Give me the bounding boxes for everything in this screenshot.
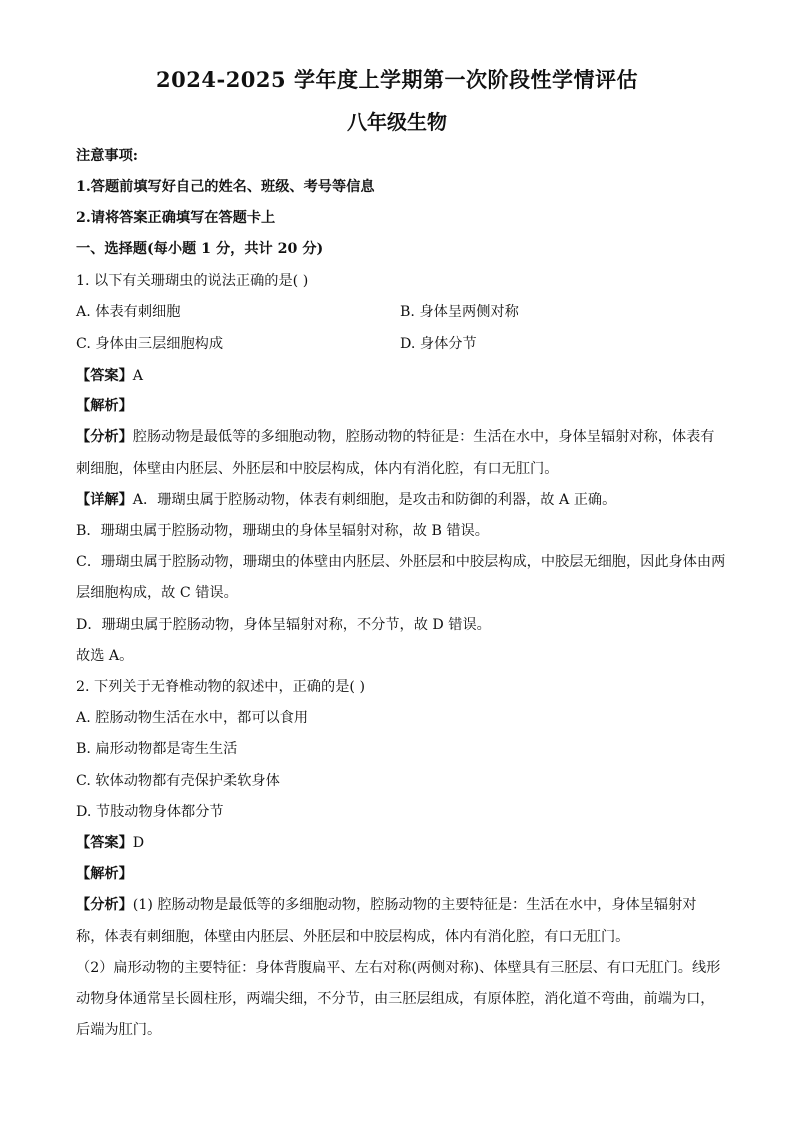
q1-stem: 1. 以下有关珊瑚虫的说法正确的是( ) [76, 273, 309, 289]
q2-option-b: B. 扁形动物都是寄生生活 [76, 741, 238, 757]
fenxi-tag: 【分析】 [76, 897, 133, 913]
q1-fenxi-line-1 [76, 427, 714, 447]
q2-answer: D [132, 835, 145, 851]
answer-tag: 【答案】 [76, 368, 133, 384]
answer-tag: 【答案】 [76, 835, 133, 851]
q1-xiangjie-a-text: A．珊瑚虫属于腔肠动物，体表有刺细胞，是攻击和防御的利器，故 A 正确。 [132, 492, 617, 508]
q2-fenxi-line-4: 动物身体通常呈长圆柱形，两端尖细，不分节，由三胚层组成，有原体腔，消化道不弯曲，前端为口， [76, 991, 715, 1007]
q2-fenxi-line-2: 称，体表有刺细胞，体壁由内胚层、外胚层和中胶层构成，体内有消化腔，有口无肛门。 [76, 929, 630, 945]
q1-answer-line [76, 366, 143, 386]
q2-option-a: A. 腔肠动物生活在水中，都可以食用 [76, 710, 309, 726]
q1-xiangjie-c2: 层细胞构成，故 C 错误。 [76, 585, 238, 601]
q1-fenxi-line-2: 刺细胞，体壁由内胚层、外胚层和中胶层构成，体内有消化腔，有口无肛门。 [76, 461, 559, 477]
q1-answer: A [132, 368, 144, 384]
q2-fenxi-line-3: （2）扁形动物的主要特征：身体背腹扁平、左右对称(两侧对称)、体壁具有三胚层、有口无肛门。线形 [76, 960, 721, 976]
q1-conclusion: 故选 A。 [76, 648, 134, 664]
q1-xiangjie-d: D．珊瑚虫属于腔肠动物，身体呈辐射对称，不分节，故 D 错误。 [76, 617, 491, 633]
section-heading: 一、选择题(每小题 1 分，共计 20 分) [76, 241, 324, 257]
q2-answer-line [76, 833, 144, 853]
q1-option-a: A. 体表有刺细胞 [76, 304, 181, 320]
q2-fenxi-line-5: 后端为肛门。 [76, 1022, 162, 1038]
notice-item-2: 2.请将答案正确填写在答题卡上 [76, 210, 276, 226]
notice-heading: 注意事项: [76, 148, 138, 164]
q1-option-c: C. 身体由三层细胞构成 [76, 336, 224, 352]
q2-fenxi-line-1 [76, 895, 697, 915]
q2-stem: 2. 下列关于无脊椎动物的叙述中，正确的是( ) [76, 679, 366, 695]
page-subtitle: 八年级生物 [347, 110, 447, 134]
q2-analysis-tag: 【解析】 [76, 866, 133, 882]
q1-option-b: B. 身体呈两侧对称 [400, 304, 519, 320]
q1-xiangjie-b: B．珊瑚虫属于腔肠动物，珊瑚虫的身体呈辐射对称，故 B 错误。 [76, 523, 489, 539]
xiangjie-tag: 【详解】 [76, 492, 133, 508]
q1-xiangjie-c1: C．珊瑚虫属于腔肠动物，珊瑚虫的体壁由内胚层、外胚层和中胶层构成，中胶层无细胞，因此身体由两 [76, 554, 726, 570]
notice-item-1: 1.答题前填写好自己的姓名、班级、考号等信息 [76, 179, 375, 195]
q1-option-d: D. 身体分节 [400, 336, 477, 352]
fenxi-tag: 【分析】 [76, 429, 133, 445]
q2-fenxi-text-1: (1) 腔肠动物是最低等的多细胞动物，腔肠动物的主要特征是：生活在水中，身体呈辐射对 [132, 897, 697, 913]
q2-option-c: C. 软体动物都有壳保护柔软身体 [76, 773, 280, 789]
q1-fenxi-text-1: 腔肠动物是最低等的多细胞动物，腔肠动物的特征是：生活在水中，身体呈辐射对称，体表有 [132, 429, 715, 445]
q2-option-d: D. 节肢动物身体都分节 [76, 804, 224, 820]
page-title: 2024-2025 学年度上学期第一次阶段性学情评估 [156, 67, 638, 92]
q1-analysis-tag: 【解析】 [76, 398, 133, 414]
q1-xiangjie-a [76, 490, 616, 510]
